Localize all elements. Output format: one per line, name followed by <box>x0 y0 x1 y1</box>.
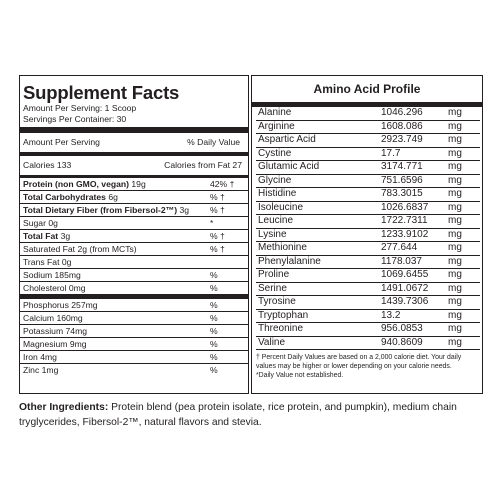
amino-acid-unit: mg <box>448 215 462 226</box>
nutrient-daily-value: % † <box>210 205 225 215</box>
amino-acid-rows <box>252 107 482 350</box>
nutrient-row <box>20 217 248 230</box>
amino-acid-name: Lysine <box>258 228 287 240</box>
amino-acid-value: 2923.749 <box>381 134 423 145</box>
amino-acid-value: 3174.771 <box>381 161 423 172</box>
amino-acid-unit: mg <box>448 323 462 334</box>
daily-value-footnote <box>252 350 482 381</box>
calories-label: Calories 133 <box>23 160 72 170</box>
nutrient-name: Sodium <box>23 270 53 280</box>
mineral-daily-value: % <box>210 326 218 336</box>
mineral-row <box>20 312 248 325</box>
nutrient-name: Cholesterol <box>23 283 67 293</box>
mineral-rows <box>20 299 248 376</box>
mineral-daily-value: % <box>210 365 218 375</box>
amino-acid-row <box>256 215 480 229</box>
serving-size: Amount Per Serving: 1 Scoop <box>23 103 137 113</box>
mineral-row <box>20 351 248 364</box>
nutrient-amount: 3g <box>179 205 190 215</box>
mineral-name: Potassium <box>23 326 64 336</box>
amino-acid-name: Serine <box>258 282 287 294</box>
amino-acid-row <box>256 323 480 337</box>
mineral-name: Iron <box>23 352 38 362</box>
amino-acid-value: 1233.9102 <box>381 228 429 240</box>
nutrient-daily-value: % † <box>210 231 225 241</box>
header-row <box>20 133 248 153</box>
amino-acid-unit: mg <box>448 174 462 186</box>
amino-acid-value: 1026.6837 <box>381 201 429 213</box>
amino-acid-value: 1178.037 <box>381 255 422 267</box>
amino-acid-unit: mg <box>448 147 462 159</box>
amino-acid-name: Cystine <box>258 147 292 159</box>
mineral-daily-value: % <box>210 300 218 310</box>
amino-acid-unit: mg <box>448 134 462 145</box>
amino-acid-row <box>256 107 480 121</box>
footnote-not-established: *Daily Value not established. <box>256 372 344 380</box>
calories-row <box>20 156 248 176</box>
amino-acid-unit: mg <box>448 228 462 240</box>
amino-acid-name: Threonine <box>258 323 304 334</box>
footnote-percent-dv: † Percent Daily Values are based on a 2,000 calorie diet. Your daily values may be higher or lower depending on your calorie needs. <box>256 354 462 371</box>
amino-acid-value: 751.6596 <box>381 174 423 186</box>
amino-acid-row <box>256 121 480 135</box>
supplement-facts-title: Supplement Facts <box>23 82 180 103</box>
amino-acid-row <box>256 148 480 162</box>
other-ingredients-label: Other Ingredients: <box>19 402 109 413</box>
nutrient-row <box>20 191 248 204</box>
nutrient-amount: 185mg <box>54 270 81 280</box>
nutrient-amount: 19g <box>131 179 146 189</box>
mineral-amount: 1mg <box>41 365 59 375</box>
amino-acid-row <box>256 310 480 324</box>
mineral-amount: 4mg <box>40 352 57 362</box>
amino-acid-name: Aspartic Acid <box>258 134 316 145</box>
amino-acid-unit: mg <box>448 282 462 294</box>
nutrient-row <box>20 256 248 269</box>
amount-per-serving-label: Amount Per Serving <box>23 137 100 147</box>
amino-acid-row <box>256 188 480 202</box>
amino-acid-row <box>256 269 480 283</box>
amino-acid-value: 1608.086 <box>381 120 423 132</box>
other-ingredients <box>19 400 489 430</box>
mineral-daily-value: % <box>210 339 218 349</box>
mineral-amount: 9mg <box>69 339 87 349</box>
nutrient-name: Total Fat <box>23 231 59 241</box>
amino-acid-value: 1069.6455 <box>381 269 429 280</box>
nutrient-row <box>20 269 248 282</box>
amino-acid-unit: mg <box>448 107 462 118</box>
amino-acid-row <box>256 202 480 216</box>
nutrient-daily-value: % † <box>210 192 225 202</box>
amino-acid-value: 1439.7306 <box>381 296 429 307</box>
amino-acid-unit: mg <box>448 269 462 280</box>
mineral-row <box>20 364 248 376</box>
nutrient-rows <box>20 178 248 294</box>
mineral-amount: 74mg <box>65 326 88 336</box>
mineral-row <box>20 325 248 338</box>
amino-acid-name: Glutamic Acid <box>258 161 320 172</box>
amino-acid-unit: mg <box>448 309 462 321</box>
mineral-name: Magnesium <box>23 339 68 349</box>
calories-from-fat-label: Calories from Fat 27 <box>164 160 242 170</box>
amino-acid-row <box>256 296 480 310</box>
nutrient-amount: 2g (from MCTs) <box>77 244 137 254</box>
amino-acid-row <box>256 161 480 175</box>
amino-acid-unit: mg <box>448 188 462 199</box>
mineral-name: Phosphorus <box>23 300 69 310</box>
nutrient-daily-value: % † <box>210 244 225 254</box>
amino-acid-value: 17.7 <box>381 147 401 159</box>
servings-per-container: Servings Per Container: 30 <box>23 113 127 124</box>
nutrient-name: Trans Fat <box>23 257 60 267</box>
amino-acid-name: Methionine <box>258 242 307 253</box>
mineral-row <box>20 338 248 351</box>
amino-acid-row <box>256 242 480 256</box>
nutrient-amount: 0mg <box>68 283 86 293</box>
supplement-facts-panel <box>19 75 249 394</box>
nutrient-row <box>20 282 248 294</box>
daily-value-label: % Daily Value <box>187 137 240 147</box>
amino-acid-title: Amino Acid Profile <box>313 82 421 96</box>
amino-acid-name: Arginine <box>258 120 295 132</box>
amino-acid-value: 956.0853 <box>381 323 423 334</box>
nutrient-name: Total Carbohydrates <box>23 192 106 202</box>
mineral-daily-value: % <box>210 352 218 362</box>
amino-acid-row <box>256 337 480 351</box>
nutrient-daily-value: 42% † <box>210 179 235 189</box>
nutrient-daily-value: * <box>210 218 214 228</box>
amino-acid-name: Tyrosine <box>258 296 296 307</box>
amino-acid-value: 13.2 <box>381 309 401 321</box>
amino-acid-name: Glycine <box>258 174 292 186</box>
nutrient-amount: 6g <box>108 192 118 202</box>
amino-acid-value: 1491.0672 <box>381 282 429 294</box>
amino-acid-value: 1722.7311 <box>381 215 428 226</box>
nutrient-daily-value: % <box>210 283 218 293</box>
nutrient-row <box>20 230 248 243</box>
other-ingredients-text: Protein blend (pea protein isolate, rice protein, and pumpkin), medium chain tryglycerides, Fibersol-2™, natural flavors and stevia. <box>19 402 457 428</box>
amino-acid-value: 940.8609 <box>381 336 423 348</box>
nutrient-row <box>20 204 248 217</box>
nutrient-name: Sugar <box>23 218 46 228</box>
amino-acid-value: 277.644 <box>381 242 418 253</box>
amino-acid-unit: mg <box>448 296 462 307</box>
amino-acid-row <box>256 134 480 148</box>
amino-acid-row <box>256 283 480 297</box>
amino-acid-name: Tryptophan <box>258 309 309 321</box>
amino-acid-name: Valine <box>258 336 286 348</box>
amino-acid-name: Histidine <box>258 188 297 199</box>
amino-acid-row <box>256 175 480 189</box>
nutrient-amount: 0g <box>61 257 72 267</box>
amino-acid-unit: mg <box>448 336 462 348</box>
amino-acid-unit: mg <box>448 242 462 253</box>
amino-acid-name: Proline <box>258 269 290 280</box>
amino-acid-value: 1046.296 <box>381 107 423 118</box>
amino-acid-unit: mg <box>448 201 462 213</box>
amino-acid-row <box>256 256 480 270</box>
mineral-amount: 160mg <box>56 313 83 323</box>
amino-acid-unit: mg <box>448 255 462 267</box>
amino-acid-unit: mg <box>448 120 462 132</box>
amino-acid-value: 783.3015 <box>381 188 423 199</box>
amino-acid-panel <box>251 75 483 394</box>
nutrient-daily-value: % <box>210 270 218 280</box>
nutrient-row <box>20 243 248 256</box>
amino-acid-unit: mg <box>448 161 462 172</box>
mineral-name: Zinc <box>23 365 40 375</box>
nutrient-name: Saturated Fat <box>23 244 76 254</box>
mineral-name: Calcium <box>23 313 55 323</box>
amino-acid-name: Isoleucine <box>258 201 304 213</box>
amino-acid-row <box>256 229 480 243</box>
amino-acid-name: Leucine <box>258 215 294 226</box>
nutrient-name: Protein (non GMO, vegan) <box>23 179 129 189</box>
mineral-daily-value: % <box>210 313 218 323</box>
nutrient-amount: 3g <box>60 231 71 241</box>
nutrient-name: Total Dietary Fiber (from Fibersol-2™) <box>23 205 178 215</box>
amino-acid-name: Phenylalanine <box>258 255 321 267</box>
nutrient-row <box>20 178 248 191</box>
mineral-row <box>20 299 248 312</box>
nutrient-amount: 0g <box>48 218 58 228</box>
mineral-amount: 257mg <box>71 300 98 310</box>
amino-acid-name: Alanine <box>258 107 292 118</box>
